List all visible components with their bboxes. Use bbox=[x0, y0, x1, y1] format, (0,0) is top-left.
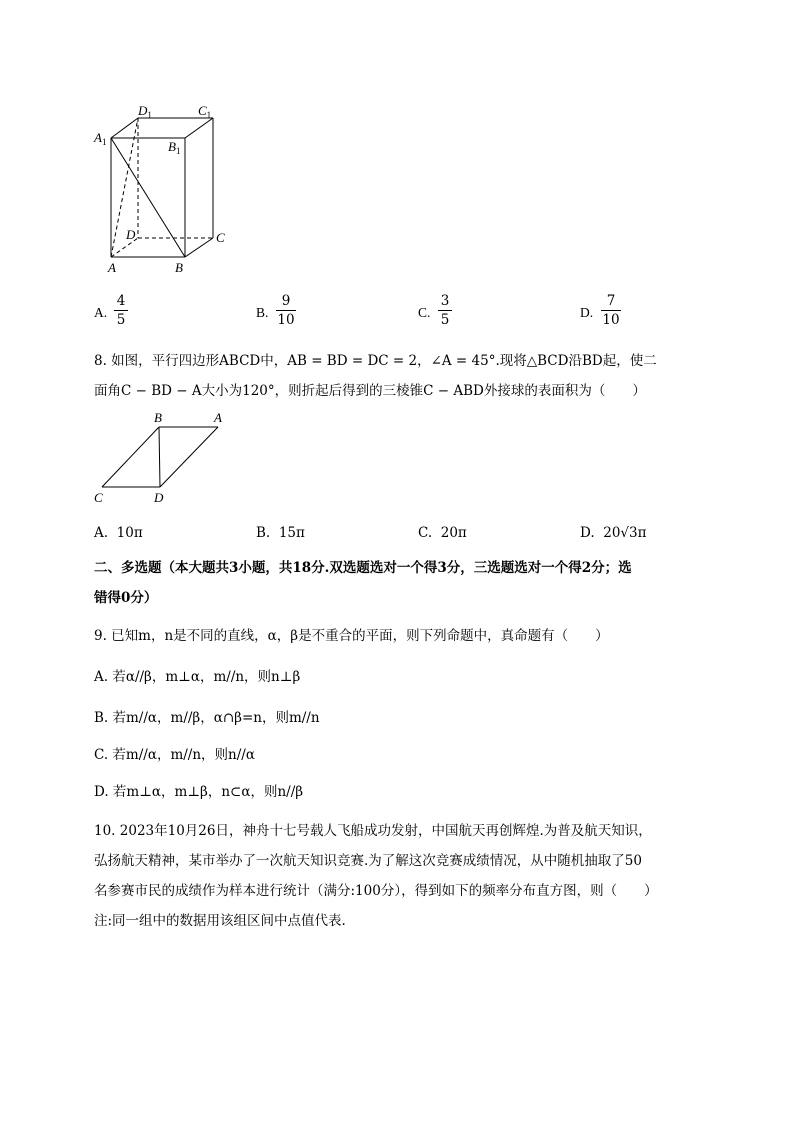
label-b: B bbox=[175, 260, 183, 275]
q8-stem-line2: 面角C − BD − A大小为120°，则折起后得到的三棱锥C − ABD外接球的表面积为（ ） bbox=[94, 383, 646, 399]
label-a: A bbox=[108, 260, 116, 275]
q7-option-d-fraction: 7 10 bbox=[602, 293, 620, 328]
q7-option-b-letter: B. bbox=[256, 305, 269, 320]
q9-option-d: D. 若m⊥α，m⊥β，n⊂α，则n//β bbox=[94, 784, 304, 800]
prism-figure bbox=[90, 100, 230, 280]
label-a1: $A_1$ bbox=[94, 130, 107, 147]
q10-note: 注:同一组中的数据用该组区间中点值代表. bbox=[94, 913, 346, 929]
q9-option-a: A. 若α//β，m⊥α，m//n，则n⊥β bbox=[94, 669, 301, 685]
q10-stem-line2: 弘扬航天精神，某市举办了一次航天知识竞赛.为了解这次竞赛成绩情况，从中随机抽取了50 bbox=[94, 853, 642, 869]
q10-stem-line3: 名参赛市民的成绩作为样本进行统计（满分:100分），得到如下的频率分布直方图，则（ ） bbox=[94, 883, 658, 899]
label-b1: $B_1$ bbox=[168, 139, 181, 156]
section2-heading-line1: 二、多选题（本大题共3小题，共18分.双选题选对一个得3分，三选题选对一个得2分；选 bbox=[94, 560, 632, 576]
q9-option-c: C. 若m//α，m//n，则n//α bbox=[94, 747, 255, 763]
parallelogram-figure bbox=[90, 408, 240, 508]
label-d: D bbox=[126, 227, 136, 242]
q9-stem: 9. 已知m，n是不同的直线，α，β是不重合的平面，则下列命题中，真命题有（ ） bbox=[94, 628, 609, 644]
label-c: C bbox=[94, 490, 103, 505]
q8-option-a: A. 10π bbox=[94, 525, 143, 541]
q10-stem-line1: 10. 2023年10月26日，神舟十七号载人飞船成功发射，中国航天再创辉煌.为普及航天知识， bbox=[94, 823, 652, 839]
label-c1: $C_1$ bbox=[198, 103, 212, 120]
q7-option-a-fraction: 4 5 bbox=[114, 293, 128, 328]
label-c: C bbox=[216, 230, 225, 245]
q8-option-c: C. 20π bbox=[418, 525, 467, 541]
q8-stem-line1: 8. 如图，平行四边形ABCD中，AB = BD = DC = 2，∠A = 45°.现将△BCD沿BD起，使二 bbox=[94, 353, 657, 369]
label-d1: $D_1$ bbox=[138, 103, 152, 120]
q8-option-b: B. 15π bbox=[256, 525, 305, 541]
q9-option-b: B. 若m//α，m//β，α∩β=n，则m//n bbox=[94, 710, 320, 726]
q7-option-b-fraction: 9 10 bbox=[277, 293, 295, 328]
q8-option-d: D. 20√3π bbox=[580, 525, 647, 541]
q7-option-c-fraction: 3 5 bbox=[438, 293, 452, 328]
q7-option-a-letter: A. bbox=[94, 305, 108, 320]
section2-heading-line2: 错得0分） bbox=[94, 590, 158, 606]
label-a: A bbox=[214, 410, 222, 425]
label-d: D bbox=[154, 490, 164, 505]
q7-option-d-letter: D. bbox=[580, 305, 594, 320]
label-b: B bbox=[154, 410, 162, 425]
q7-option-c-letter: C. bbox=[418, 305, 431, 320]
